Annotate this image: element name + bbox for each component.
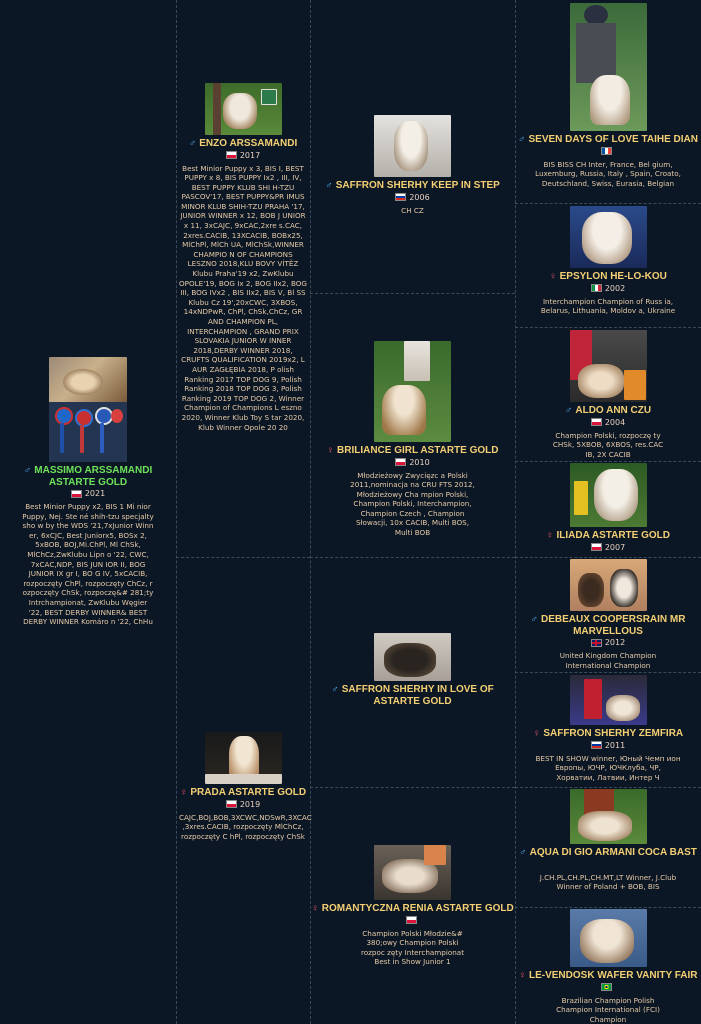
- row-divider: [515, 907, 701, 908]
- male-symbol-icon: ♂: [564, 405, 573, 416]
- brazil-flag-icon: [601, 983, 612, 991]
- pedigree-card-iliada[interactable]: [515, 463, 701, 553]
- pedigree-card-massimo[interactable]: [0, 357, 176, 627]
- italy-flag-icon: [591, 284, 602, 292]
- dog-name[interactable]: PRADA ASTARTE GOLD: [190, 787, 307, 798]
- pedigree-card-zemfira[interactable]: [515, 675, 701, 782]
- dog-name[interactable]: ROMANTYCZNA RENIA ASTARTE GOLD: [321, 903, 514, 914]
- dog-photo[interactable]: [570, 675, 647, 725]
- dog-titles: Champion Polski, rozpoczę ty CHSk, 5XBOB, 6XBOS, res.CAC IB, 2X CACIB: [552, 430, 664, 459]
- dog-titles: BEST IN SHOW winner, Юный Чемп ион Европы, ЮЧР, ЮЧКлуба, ЧР, Хорватии, Латвии, Интер Ч: [535, 753, 681, 782]
- dog-photo[interactable]: [570, 559, 647, 611]
- pedigree-card-in-love[interactable]: [310, 633, 515, 707]
- dog-titles: Best Minior Puppy x2, BIS 1 Mi nior Puppy, Nej. Ste né shih-tzu specjalty sho w by the WDS '21,7xJunior Winn er, 6xCJC, Best Juniorx5, BOSx 2, 5xBOB, BOJ,Mi.ChPl, Ml ChSk, MlChCz,ZwKlubu Lipn o '22, CWC, 7xCAC,NDP, BIS JUN IOR II, BOG JUNIOR IX gr I, BO G IV, 5xCACIB, rozpoczęty ChPl, rozpoczęty ChCz, r ozpoczęty ChSk, rozpoczę&# 281;ty Intrchampionat, ZwKlubu Węgier '22, BEST DERBY WINNER& BEST DERBY WINNER Komáro n '22, ChHu: [22, 502, 154, 627]
- pedigree-card-vendosk[interactable]: [515, 909, 701, 1024]
- dog-titles: CH CZ: [401, 205, 424, 215]
- female-symbol-icon: ♀: [326, 445, 334, 456]
- dog-photo[interactable]: [570, 909, 647, 967]
- pedigree-card-briliance[interactable]: [310, 341, 515, 538]
- row-divider: [515, 461, 701, 462]
- pedigree-card-keep-in-step[interactable]: [310, 115, 515, 215]
- dog-photo[interactable]: [570, 789, 647, 844]
- dog-photo[interactable]: [570, 330, 647, 402]
- dog-photo[interactable]: [374, 115, 451, 177]
- dog-name[interactable]: DEBEAUX COOPERSRAIN MR MARVELLOUS: [541, 614, 686, 637]
- female-symbol-icon: ♀: [179, 787, 188, 798]
- dog-name[interactable]: EPSYLON HE-LO-KOU: [559, 271, 667, 282]
- dog-photo[interactable]: [374, 341, 451, 442]
- dog-year: 2007: [604, 542, 626, 552]
- row-divider: [515, 787, 701, 788]
- pedigree-card-enzo[interactable]: [176, 83, 310, 432]
- dog-name[interactable]: AQUA DI GIO ARMANI COCA BAST: [529, 847, 697, 858]
- dog-photo[interactable]: [205, 83, 282, 135]
- dog-year: 2002: [604, 283, 626, 293]
- dog-year: 2011: [604, 740, 626, 750]
- dog-photo[interactable]: [205, 732, 282, 784]
- row-divider: [515, 672, 701, 673]
- dog-titles: CAJC,BOJ,BOB,3XCWC,NDSwR,3XCAC ,3xres.CACIB, rozpoczęty MlChCz, rozpoczęty C hPl, rozpoczęty ChSk: [179, 812, 312, 841]
- pedigree-card-debeaux[interactable]: [515, 559, 701, 670]
- dog-name[interactable]: ALDO ANN CZU: [575, 405, 652, 416]
- dog-year: 2017: [239, 150, 261, 160]
- dog-year: 2010: [409, 457, 430, 467]
- dog-name[interactable]: SEVEN DAYS OF LOVE TAIHE DIAN: [528, 134, 698, 145]
- male-symbol-icon: ♂: [518, 134, 526, 145]
- dog-year: 2004: [604, 417, 626, 427]
- row-divider: [515, 203, 701, 204]
- dog-name[interactable]: MASSIMO ARSSAMANDI ASTARTE GOLD: [34, 465, 153, 488]
- male-symbol-icon: ♂: [530, 614, 539, 625]
- dog-name[interactable]: ILIADA ASTARTE GOLD: [556, 530, 670, 541]
- dog-titles: BIS BISS CH Inter, France, Bel gium, Luxemburg, Russia, Italy , Spain, Croato, Deutschland, Swiss, Eurasia, Belgian: [535, 159, 681, 188]
- row-divider: [176, 557, 310, 558]
- dog-titles: United Kingdom Champion International Champion: [559, 651, 657, 670]
- pedigree-card-epsylon[interactable]: [515, 206, 701, 316]
- dog-titles: Młodzieżowy Zwycięzc a Polski 2011,nominacja na CRU FTS 2012, Młodzieżowy Cha mpion Polski, Champion Polski, Interchampion, Champion Czech , Champion Słowacji, 10x CACIB, Multi BOS, Multi BOB: [350, 470, 475, 538]
- dog-titles: Best Minior Puppy x 3, BIS I, BEST PUPPY x 8, BIS PUPPY Ix2 , III, IV, BEST PUPPY KLUB SHI H-TZU PASCOV'17, BEST PUPPY&PR IMUS MINOR KLUB SHIH-TZU PRAHA '17, JUNIOR WINNER x 12, BOB J UNIOR x 11, 3xCAJC, 9xCAC,2xre s.CAC, 2xres.CACIB, 13XCACIB, BOBx25, MlChPl, MlCh UA, MlChSk,WINNER CHAMPIO N OF CHAMPIONS LESZNO 2018,KLU BOVY VÍTĚZ Klubu Praha'19 x2, ZwKlubu OPOLE'19, BOG Ix 2, BOG IIx2, BOG III, BOG IVx2 , BIS IIx2, BIS V, Bl SS Klubu Cz 19',20xCWC, 3XBOS, 14xNDPwR, ChPl, ChSk,ChCz, GR AND CHAMPION PL, INTERCHAMPION , GRAND PRIX SLOVAKIA JUNIOR W INNER 2018,DERBY WINNER 2018, CRUFTS QUALIFICATION 2019x2, L AUR ZAGŁĘBIA 2018, P olish Ranking 2017 TOP DOG 9, Polish Ranking 2018 TOP DOG 3, Polish Ranking 2019 TOP DOG 2, Winner Champion of Champions L eszno 2020, Winner Klub Toy S tar 2020, Klub Winner Opole 20 20: [179, 163, 307, 432]
- pedigree-card-aqua[interactable]: [515, 789, 701, 892]
- poland-flag-icon: [226, 800, 237, 808]
- poland-flag-icon: [226, 151, 237, 159]
- dog-name[interactable]: BRILIANCE GIRL ASTARTE GOLD: [337, 445, 499, 456]
- female-symbol-icon: ♀: [311, 903, 319, 914]
- female-symbol-icon: ♀: [532, 728, 541, 739]
- row-divider: [310, 293, 515, 294]
- dog-photo[interactable]: [49, 357, 127, 462]
- female-symbol-icon: ♀: [518, 970, 526, 981]
- female-symbol-icon: ♀: [549, 271, 557, 282]
- dog-year: 2012: [604, 638, 626, 647]
- dog-year: 2006: [409, 192, 430, 202]
- dog-photo[interactable]: [570, 463, 647, 527]
- pedigree-card-prada[interactable]: [176, 732, 310, 841]
- russia-flag-icon: [591, 741, 602, 749]
- poland-flag-icon: [395, 458, 406, 466]
- dog-titles: Champion Polski Młodzie&# 380;owy Champion Polski rozpoc zęty Interchampionat Best in Show Junior 1: [360, 928, 465, 967]
- poland-flag-icon: [591, 543, 602, 551]
- male-symbol-icon: ♂: [331, 684, 339, 695]
- poland-flag-icon: [71, 490, 82, 498]
- pedigree-card-seven-days[interactable]: [515, 3, 701, 188]
- dog-name[interactable]: SAFFRON SHERHY IN LOVE OF ASTARTE GOLD: [341, 684, 494, 707]
- dog-titles: Interchampion Champion of Russ ia, Belarus, Lithuania, Moldov a, Ukraine: [540, 296, 676, 316]
- poland-flag-icon: [406, 916, 417, 924]
- pedigree-card-aldo[interactable]: [515, 330, 701, 459]
- row-divider: [310, 557, 515, 558]
- dog-photo[interactable]: [570, 206, 647, 268]
- dog-name[interactable]: SAFFRON SHERHY ZEMFIRA: [543, 728, 684, 739]
- dog-year: 2021: [84, 489, 106, 498]
- dog-titles: Brazilian Champion Polish Champion International (FCI) Champion: [556, 995, 660, 1024]
- france-flag-icon: [601, 147, 612, 155]
- row-divider: [515, 327, 701, 328]
- dog-photo[interactable]: [570, 3, 647, 131]
- male-symbol-icon: ♂: [23, 465, 32, 476]
- dog-photo[interactable]: [374, 633, 451, 681]
- pedigree-card-renia[interactable]: [310, 845, 515, 967]
- female-symbol-icon: ♀: [545, 530, 554, 541]
- poland-flag-icon: [591, 418, 602, 426]
- dog-year: 2019: [239, 799, 261, 809]
- row-divider: [310, 787, 515, 788]
- uk-flag-icon: [591, 639, 602, 647]
- dog-name[interactable]: ENZO ARSSAMANDI: [199, 138, 298, 149]
- russia-flag-icon: [395, 193, 406, 201]
- dog-photo[interactable]: [374, 845, 451, 900]
- male-symbol-icon: ♂: [519, 847, 527, 858]
- dog-name[interactable]: SAFFRON SHERHY KEEP IN STEP: [335, 180, 500, 191]
- row-divider: [515, 557, 701, 558]
- male-symbol-icon: ♂: [325, 180, 333, 191]
- dog-titles: J.CH.PL,CH.PL,CH.MT,LT Winner, J.Club Winner of Poland + BOB, BIS: [539, 872, 677, 892]
- male-symbol-icon: ♂: [188, 138, 197, 149]
- dog-name[interactable]: LE-VENDOSK WAFER VANITY FAIR: [528, 970, 698, 981]
